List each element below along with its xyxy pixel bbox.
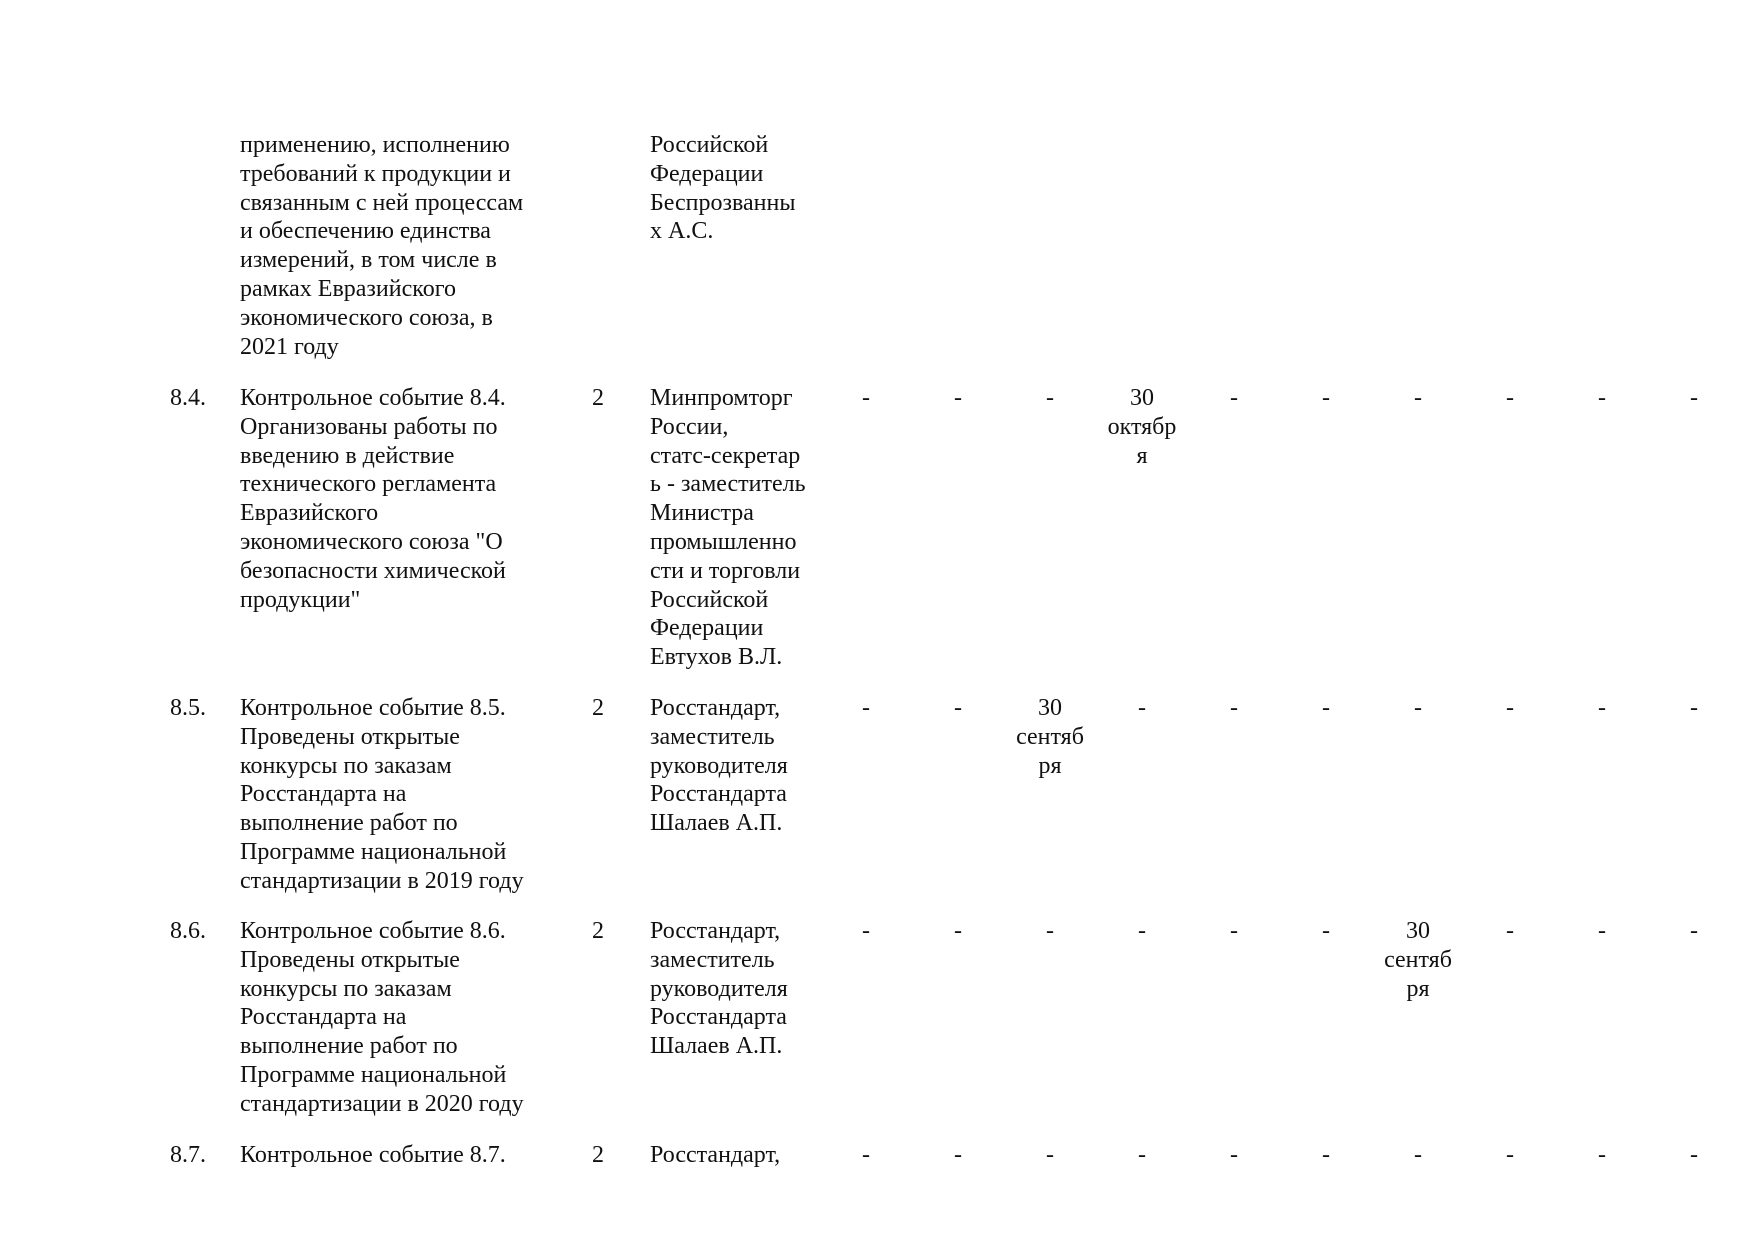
quarter-cell: -: [954, 1142, 962, 1168]
quarter-cell: -: [1322, 918, 1330, 944]
quarter-cell: 30 сентяб ря: [1016, 695, 1084, 779]
quarter-cell: -: [954, 385, 962, 411]
quarter-cell: -: [1046, 1142, 1054, 1168]
row-desc: Контрольное событие 8.6. Проведены открытые конкурсы по заказам Росстандарта на выполнение работ по Программе национальной стандартизации в 2020 году: [240, 918, 524, 1117]
quarter-cell: -: [1690, 695, 1698, 721]
quarter-cell: -: [1506, 918, 1514, 944]
row-responsible: Росстандарт, заместитель руководителя Росстандарта Шалаев А.П.: [650, 695, 788, 837]
quarter-cell: 30 сентяб ря: [1384, 918, 1452, 1002]
quarter-cell: -: [862, 695, 870, 721]
quarter-cell: -: [1414, 385, 1422, 411]
quarter-cell: -: [1322, 695, 1330, 721]
quarter-cell: -: [1322, 385, 1330, 411]
quarter-cell: -: [954, 695, 962, 721]
quarter-cell: -: [862, 385, 870, 411]
quarter-cell: -: [1598, 918, 1606, 944]
row-level: 2: [592, 385, 604, 411]
quarter-cell: -: [1598, 385, 1606, 411]
quarter-cell: -: [1506, 385, 1514, 411]
row-level: 2: [592, 695, 604, 721]
quarter-cell: -: [1046, 385, 1054, 411]
quarter-cell: -: [1598, 695, 1606, 721]
row-responsible-continued: Российской Федерации Беспрозванны х А.С.: [650, 132, 796, 245]
quarter-cell: -: [954, 918, 962, 944]
quarter-cell: 30 октябр я: [1107, 385, 1177, 469]
quarter-cell: -: [1506, 1142, 1514, 1168]
quarter-cell: -: [1506, 695, 1514, 721]
row-responsible: Росстандарт, заместитель руководителя Росстандарта Шалаев А.П.: [650, 918, 788, 1060]
row-number: 8.7.: [170, 1142, 206, 1168]
quarter-cell: -: [1322, 1142, 1330, 1168]
quarter-cell: -: [1138, 1142, 1146, 1168]
row-desc: Контрольное событие 8.7.: [240, 1142, 506, 1168]
quarter-cell: -: [862, 918, 870, 944]
quarter-cell: -: [862, 1142, 870, 1168]
quarter-cell: -: [1414, 695, 1422, 721]
quarter-cell: -: [1138, 695, 1146, 721]
quarter-cell: -: [1046, 918, 1054, 944]
quarter-cell: -: [1230, 385, 1238, 411]
quarter-cell: -: [1230, 695, 1238, 721]
quarter-cell: -: [1414, 1142, 1422, 1168]
quarter-cell: -: [1230, 918, 1238, 944]
quarter-cell: -: [1690, 385, 1698, 411]
row-level: 2: [592, 1142, 604, 1168]
quarter-cell: -: [1598, 1142, 1606, 1168]
quarter-cell: -: [1138, 918, 1146, 944]
quarter-cell: -: [1690, 918, 1698, 944]
row-responsible: Росстандарт,: [650, 1142, 781, 1168]
row-level: 2: [592, 918, 604, 944]
row-responsible: Минпромторг России, статс-секретар ь - заместитель Министра промышленно сти и торговли Российской Федерации Евтухов В.Л.: [650, 385, 806, 671]
row-number: 8.4.: [170, 385, 206, 411]
row-number: 8.5.: [170, 695, 206, 721]
row-desc: Контрольное событие 8.4. Организованы работы по введению в действие технического регламента Евразийского экономического союза "О безопасности химической продукции": [240, 385, 506, 613]
quarter-cell: -: [1690, 1142, 1698, 1168]
row-desc-continued: применению, исполнению требований к продукции и связанным с ней процессам и обеспечению единства измерений, в том числе в рамках Евразийского экономического союза, в 2021 году: [240, 132, 524, 360]
quarter-cell: -: [1230, 1142, 1238, 1168]
row-number: 8.6.: [170, 918, 206, 944]
row-desc: Контрольное событие 8.5. Проведены открытые конкурсы по заказам Росстандарта на выполнение работ по Программе национальной стандартизации в 2019 году: [240, 695, 524, 894]
